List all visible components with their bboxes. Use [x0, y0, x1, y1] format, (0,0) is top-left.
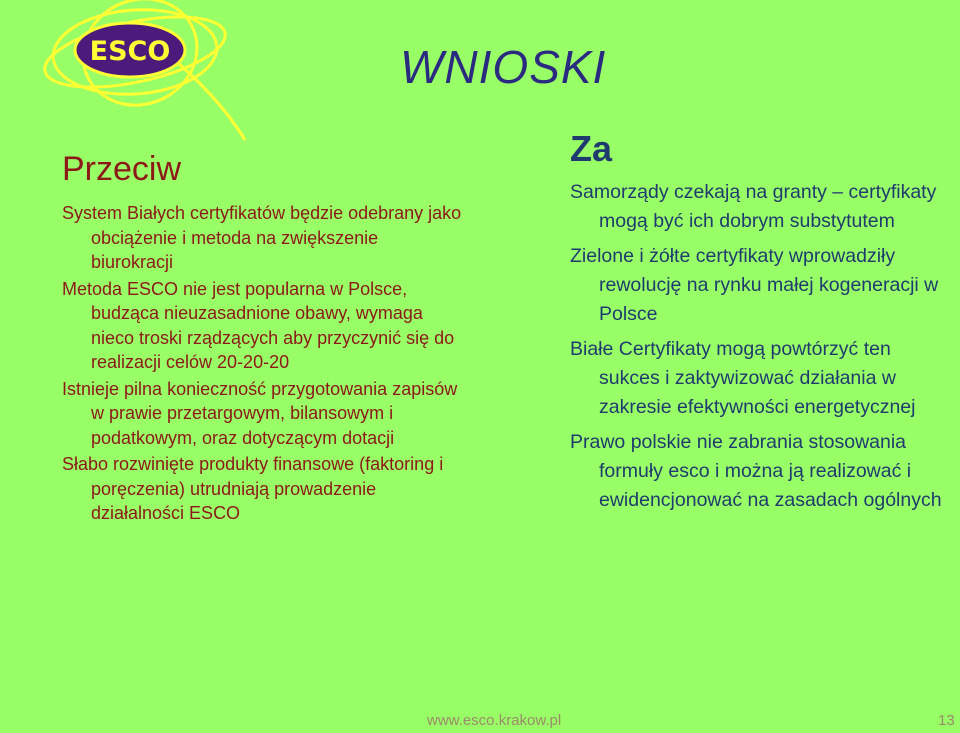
- esco-logo: [30, 0, 260, 145]
- slide-title: WNIOSKI: [400, 41, 607, 93]
- for-column: [570, 128, 955, 521]
- for-item: Prawo polskie nie zabrania stosowania formuły esco i można ją realizować i ewidencjonować na zasadach ogólnych: [570, 431, 942, 511]
- against-column: [62, 150, 462, 528]
- against-item: Istnieje pilna konieczność przygotowania zapisów w prawie przetargowym, bilansowym i podatkowym, oraz dotyczącym dotacji: [62, 378, 458, 448]
- against-heading: Przeciw: [62, 150, 182, 188]
- for-heading: Za: [570, 128, 613, 169]
- logo-text: ESCO: [89, 36, 171, 67]
- against-item: Metoda ESCO nie jest popularna w Polsce, budząca nieuzasadnione obawy, wymaga nieco troski rządzących aby przyczynić się do realizacji celów 20-20-20: [62, 278, 455, 372]
- for-item: Samorządy czekają na granty – certyfikaty mogą być ich dobrym substytutem: [570, 181, 937, 232]
- for-item: Białe Certyfikaty mogą powtórzyć ten sukces i zaktywizować działania w zakresie efektywności energetycznej: [570, 338, 916, 418]
- against-item: System Białych certyfikatów będzie odebrany jako obciążenie i metoda na zwiększenie biurokracji: [62, 203, 462, 272]
- footer-url: www.esco.krakow.pl: [427, 712, 562, 729]
- against-item: Słabo rozwinięte produkty finansowe (faktoring i poręczenia) utrudniają prowadzenie działalności ESCO: [62, 454, 444, 523]
- page-number: 13: [938, 712, 955, 729]
- for-item: Zielone i żółte certyfikaty wprowadziły rewolucję na rynku małej kogeneracji w Polsce: [570, 245, 939, 325]
